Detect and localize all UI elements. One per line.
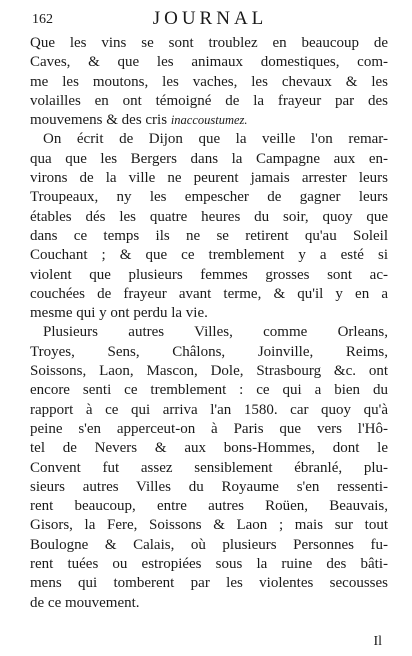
text-line: tel de Nevers & aux bons-Hommes, dont le	[30, 440, 388, 457]
text-line: peine s'en apperceut-on à Paris que vers l'Hô-	[30, 420, 388, 437]
text-line: violent que plusieurs femmes grosses sont ac-	[30, 266, 388, 283]
text-line: qua que les Bergers dans la Campagne aux en-	[30, 150, 388, 167]
text-line: Plusieurs autres Villes, comme Orleans,	[43, 324, 388, 341]
text-line-start: mouvemens & des cris	[30, 112, 168, 129]
catchword: Il	[373, 634, 382, 649]
text-line: Gisors, la Fere, Soissons & Laon ; mais sur tout	[30, 517, 388, 534]
page-header	[30, 8, 390, 30]
text-line: Que les vins se sont troublez en beaucoup de	[30, 35, 388, 51]
text-line	[30, 111, 388, 130]
text-line: Soissons, Laon, Mascon, Dole, Strasbourg &c. ont	[30, 363, 388, 380]
text-line: rent beaucoup, entre autres Roüen, Beauvais,	[30, 498, 388, 515]
text-line: Caves, & que les animaux domestiques, com-	[30, 54, 388, 71]
running-head: JOURNAL	[152, 8, 268, 29]
page-number: 162	[32, 12, 53, 27]
text-line: couchées de frayeur avant terme, & qu'il y en a	[30, 285, 388, 302]
text-line: volailles en ont témoigné de la frayeur par des	[30, 92, 388, 109]
text-line: me les moutons, les vaches, les chevaux & les	[30, 73, 388, 90]
text-line: virons de la ville ne peurent jamais arrester leurs	[30, 170, 388, 187]
text-line: étables dés les quatre heures du soir, quoy que	[30, 208, 388, 225]
text-line: Couchant ; & que ce tremblement y a esté si	[30, 247, 388, 264]
body-text	[30, 34, 388, 613]
text-line: Troyes, Sens, Châlons, Joinville, Reims,	[30, 343, 388, 360]
text-line: mens qui tomberent par les violentes secousses	[30, 575, 388, 592]
text-line: On écrit de Dijon que la veille l'on remar-	[43, 131, 388, 148]
text-line: dans ce temps ils ne se retirent qu'au Soleil	[30, 227, 388, 244]
text-line: mesme qui y ont perdu la vie.	[30, 305, 208, 322]
text-line: rapport à ce qui arriva l'an 1580. car quoy qu'à	[30, 401, 388, 418]
text-line: Boulogne & Calais, où plusieurs Personnes fu-	[30, 536, 388, 553]
text-line: Convent fut assez sensiblement ébranlé, plu-	[30, 459, 388, 476]
text-line: Troupeaux, ny les empescher de gagner leurs	[30, 189, 388, 206]
text-line: de ce mouvement.	[30, 594, 140, 611]
text-line: encore senti ce tremblement : ce qui a bien du	[30, 382, 388, 399]
italic-word: inaccoustumez.	[170, 113, 248, 128]
text-line: sieurs autres Villes du Royaume s'en ressenti-	[30, 478, 388, 495]
text-line: rent tuées ou estropiées sous la ruine des bâti-	[30, 556, 388, 573]
